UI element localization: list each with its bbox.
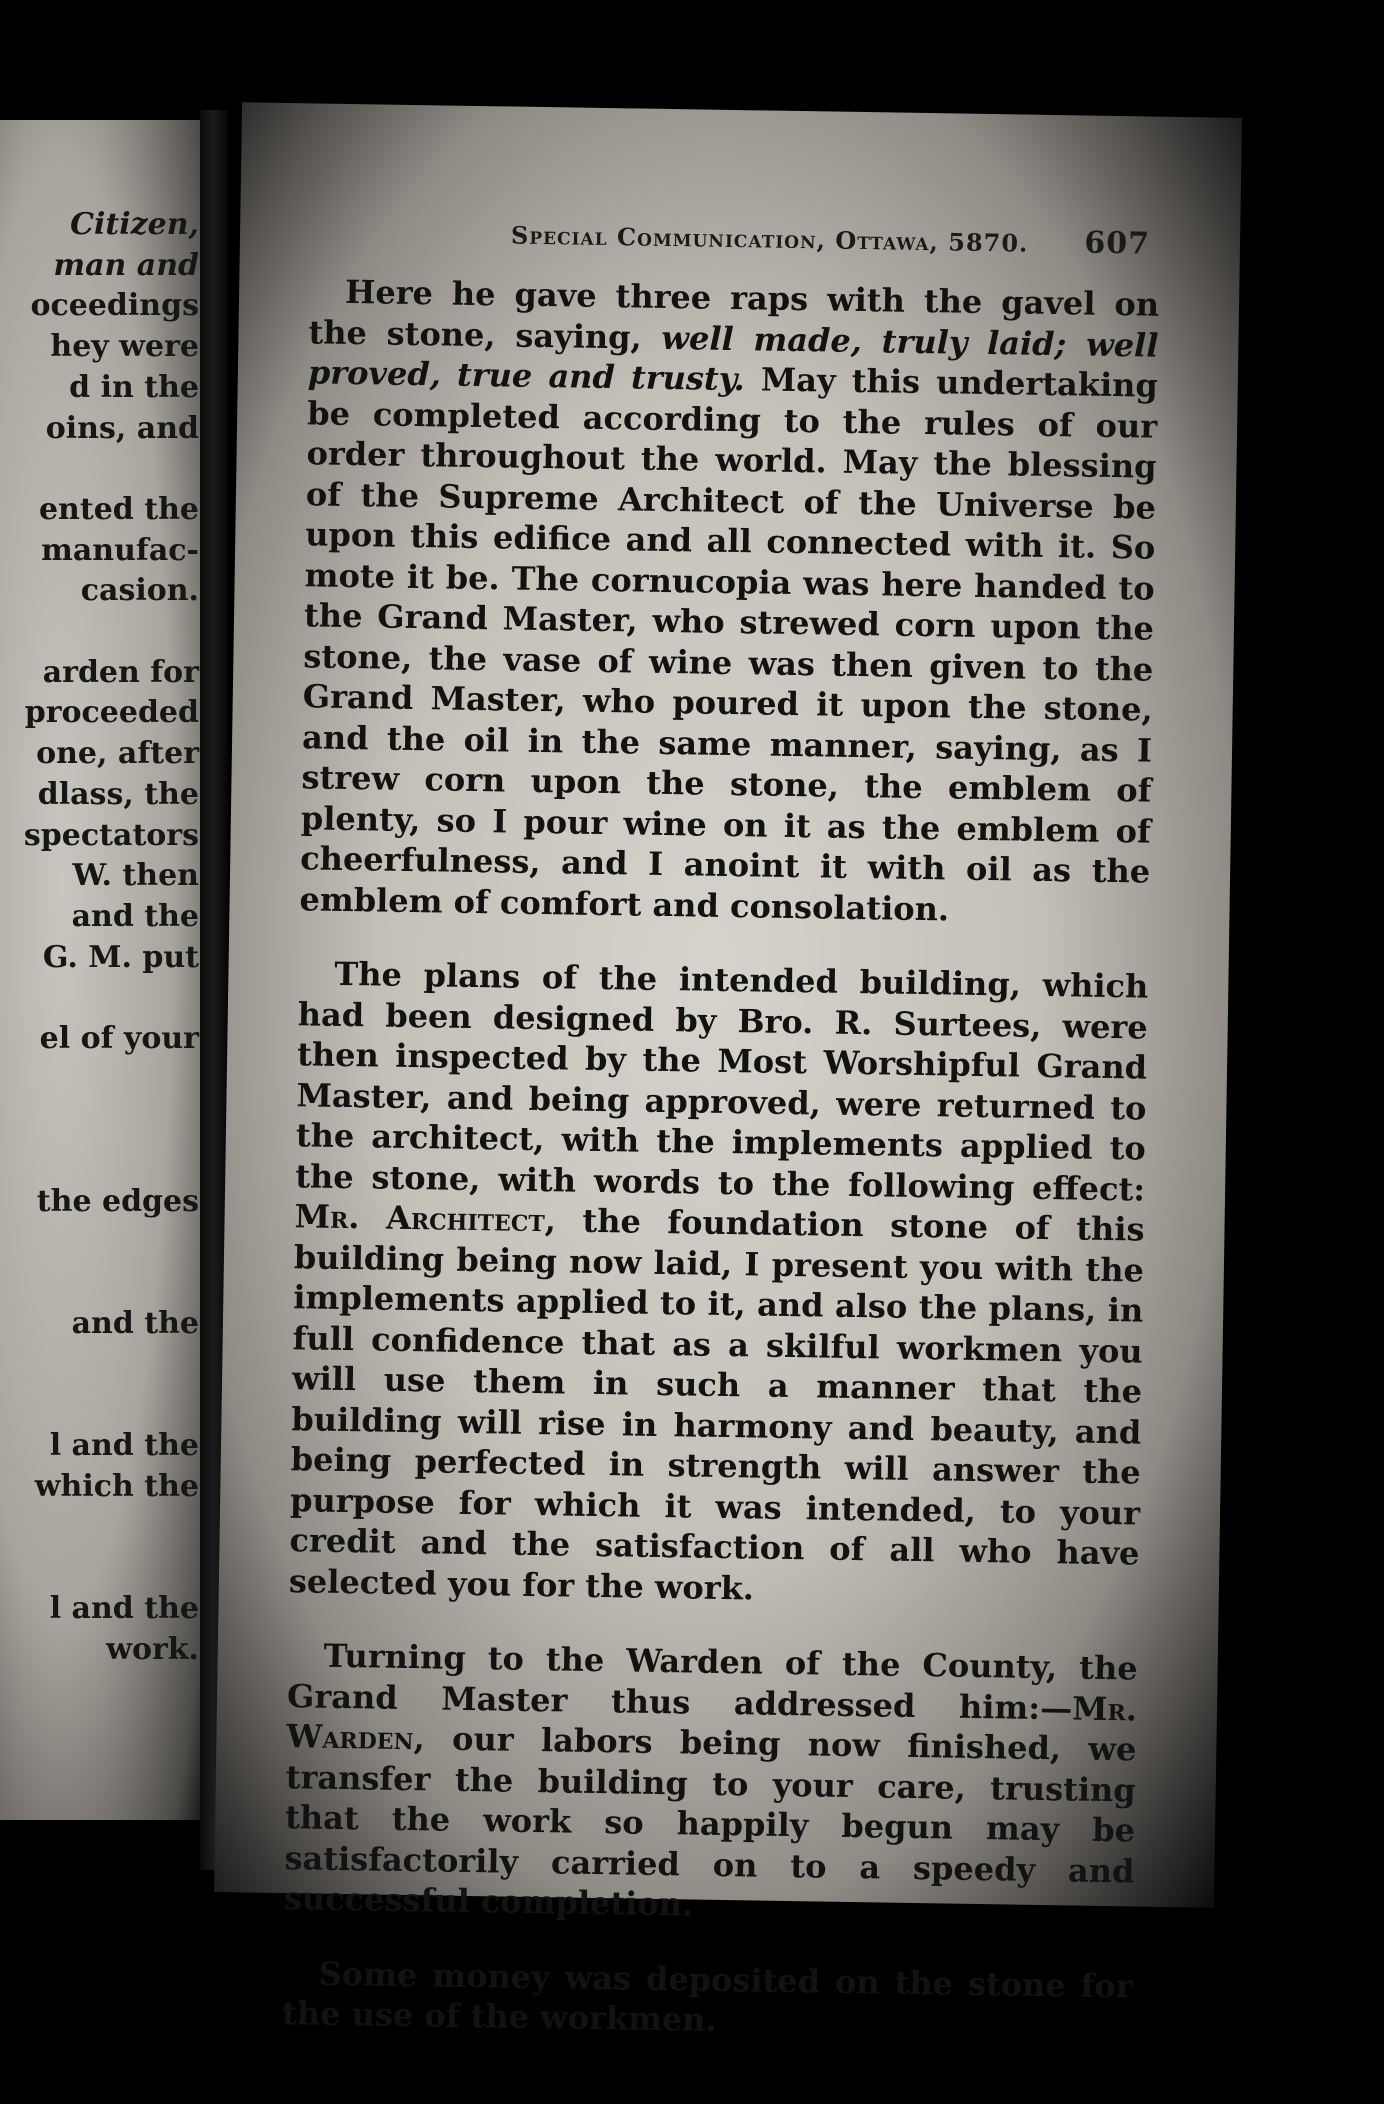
left-page-line: the edges bbox=[36, 1183, 199, 1219]
p3-text-a: Turning to the Warden of the County, the Grand Master thus addressed him:— bbox=[286, 1636, 1138, 1727]
page-number: 607 bbox=[1084, 225, 1151, 262]
p4-text-a: Some money was deposited on the stone for the use of the workmen. bbox=[281, 1954, 1133, 2039]
p2-address: Mr. Architect, bbox=[294, 1197, 557, 1240]
running-title: Special Communication, Ottawa, 5870. bbox=[510, 220, 1029, 258]
left-page-line: hey were bbox=[50, 329, 199, 365]
p1-text-a: Here he gave three raps with the gavel on the stone, saying, bbox=[308, 272, 1160, 357]
left-page-line: and the bbox=[71, 898, 199, 934]
p1-italic-phrase: well made, truly laid; well proved, true and trusty. bbox=[307, 318, 1159, 399]
left-page-line: l and the bbox=[49, 1590, 199, 1626]
left-page-line: d in the bbox=[69, 369, 199, 405]
paragraph-plans bbox=[289, 953, 1149, 1614]
left-page-line: proceeded bbox=[24, 695, 199, 731]
left-page-line: casion. bbox=[80, 573, 199, 609]
left-page-line: oins, and bbox=[45, 410, 199, 446]
p1-text-c: May this undertaking be completed according to the rules of our order throughout the world. May the blessing of the Supreme Architect of the Universe be upon this edifice and all connected with it. So mote it be. The cornucopia was here handed to the Grand Master, who strewed corn upon the stone, the vase of wine was then given to the Grand Master, who poured it upon the stone, and the oil in the same manner, saying, as I strew corn upon the stone, the emblem of plenty, so I pour wine on it as the emblem of cheerfulness, and I anoint it with oil as the emblem of comfort and consolation. bbox=[299, 360, 1159, 928]
p3-text-c: our labors being now finished, we transfer the building to your care, trusting that the work so happily begun may be satisfactorily carried on to a speedy and successful completion. bbox=[283, 1719, 1137, 1924]
paragraph-cornerstone-ceremony bbox=[299, 271, 1159, 932]
left-page-line: G. M. put bbox=[42, 939, 199, 975]
left-page-line: ented the bbox=[38, 491, 199, 527]
right-page bbox=[214, 102, 1242, 2039]
p2-text-c: the foundation stone of this building being now laid, I present you with the implements applied to it, and also the plans, in full confidence that as a skilful workmen you will use them in such a manner that the building will rise in harmony and beauty, and being perfected in strength will answer the purpose for which it was intended, to your credit and the satisfaction of all who have selected you for the work. bbox=[288, 1201, 1145, 1607]
left-page-line: el of your bbox=[39, 1021, 199, 1056]
p3-address: Mr. Warden, bbox=[286, 1688, 1138, 1758]
left-page-line: work. bbox=[106, 1631, 199, 1667]
left-page-line: Citizen, bbox=[70, 207, 199, 242]
left-page-line: manufac- bbox=[41, 532, 199, 568]
left-page-line: arden for bbox=[42, 654, 199, 690]
left-page-line: spectators bbox=[23, 817, 199, 853]
left-page-line: dlass, the bbox=[37, 776, 199, 812]
paragraph-warden bbox=[284, 1635, 1138, 1932]
left-page-line: man and bbox=[53, 247, 199, 283]
p2-text-a: The plans of the intended building, which had been designed by Bro. R. Surtees, were then inspected by the Most Worshipful Grand Master, and being approved, were returned to the architect, with the implements applied to the stone, with words to the following effect: bbox=[294, 954, 1149, 1209]
left-page-line: and the bbox=[71, 1305, 199, 1341]
running-header bbox=[455, 216, 1151, 267]
paragraph-money bbox=[282, 1953, 1133, 2047]
left-page-line: oceedings bbox=[30, 288, 199, 324]
left-page-fragment bbox=[0, 120, 205, 1820]
left-page-line: W. then bbox=[72, 858, 199, 894]
page-body bbox=[281, 271, 1159, 2081]
left-page-line: one, after bbox=[36, 736, 199, 772]
left-page-line: l and the bbox=[49, 1428, 199, 1463]
left-page-line: which the bbox=[34, 1468, 199, 1504]
